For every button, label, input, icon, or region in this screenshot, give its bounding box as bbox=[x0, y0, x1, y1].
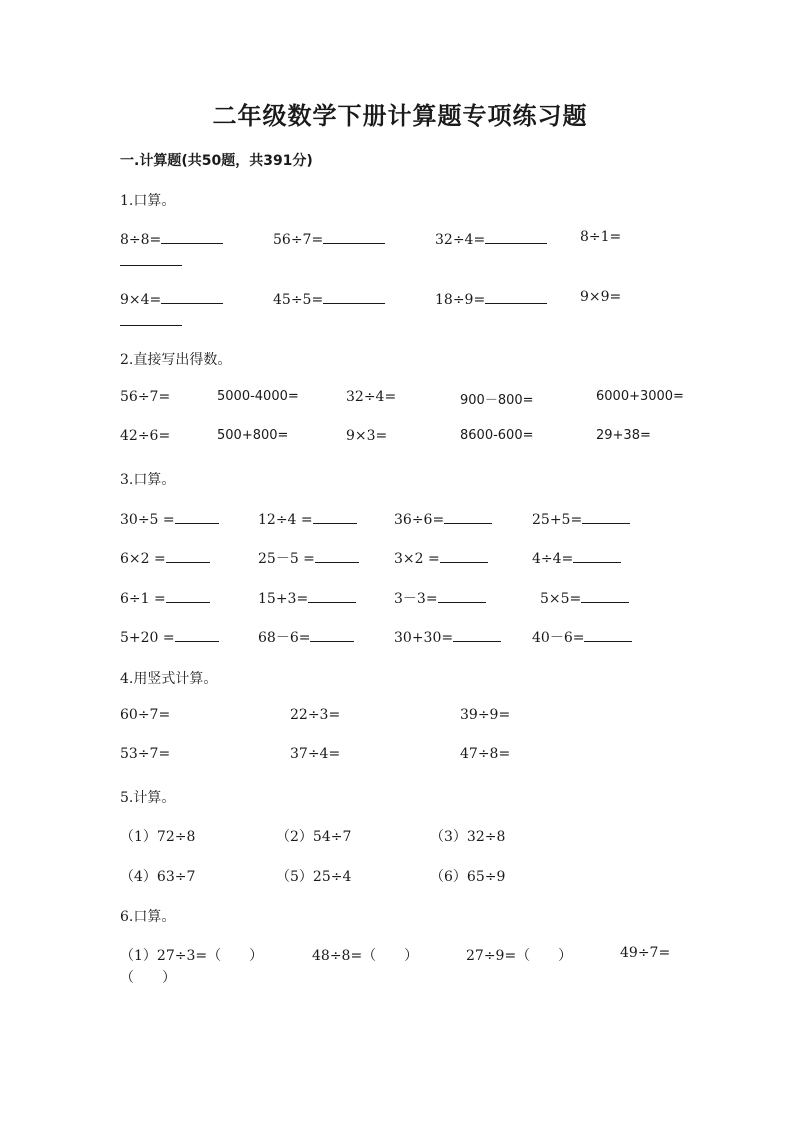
q5-item-4: （4）63÷7 bbox=[120, 869, 196, 885]
q6-item-4-answer: （ ） bbox=[120, 970, 176, 986]
answer-blank[interactable] bbox=[120, 311, 182, 326]
q3-row-1 bbox=[120, 509, 700, 531]
q3-item-11: 3－3= bbox=[394, 591, 438, 607]
answer-blank[interactable] bbox=[120, 251, 182, 266]
q2-item-2: 5000-4000= bbox=[217, 389, 299, 404]
q6-heading: 6.口算。 bbox=[120, 909, 176, 925]
answer-blank[interactable] bbox=[166, 588, 210, 603]
q6-item-1: （1）27÷3=（ ） bbox=[120, 948, 264, 964]
answer-blank[interactable] bbox=[453, 627, 501, 642]
q2-item-1: 56÷7= bbox=[120, 389, 171, 405]
q6-item-4: 49÷7= bbox=[620, 945, 671, 961]
q1-row-2 bbox=[120, 289, 700, 311]
q6-item-2: 48÷8=（ ） bbox=[312, 948, 419, 964]
q3-item-9: 6÷1 = bbox=[120, 591, 166, 607]
answer-blank[interactable] bbox=[161, 229, 223, 244]
q1-item-2: 56÷7= bbox=[273, 229, 385, 248]
answer-blank[interactable] bbox=[581, 588, 629, 603]
q1-row-1 bbox=[120, 229, 700, 251]
answer-blank[interactable] bbox=[175, 509, 219, 524]
q4-item-6: 47÷8= bbox=[460, 746, 511, 762]
answer-blank[interactable] bbox=[582, 509, 630, 524]
q3-item-16: 40－6= bbox=[532, 630, 585, 646]
q3-heading: 3.口算。 bbox=[120, 472, 176, 488]
q2-item-4: 900－800= bbox=[460, 393, 534, 408]
q2-heading: 2.直接写出得数。 bbox=[120, 352, 232, 368]
q1-row-2-wrap bbox=[120, 311, 700, 333]
q4-item-4: 53÷7= bbox=[120, 746, 171, 762]
q3-row-4 bbox=[120, 627, 700, 649]
q3-item-15: 30+30= bbox=[394, 630, 454, 646]
q5-row-1 bbox=[120, 826, 700, 848]
q4-item-3: 39÷9= bbox=[460, 707, 511, 723]
answer-blank[interactable] bbox=[485, 229, 547, 244]
answer-blank[interactable] bbox=[313, 509, 357, 524]
q5-heading: 5.计算。 bbox=[120, 790, 176, 806]
page-title: 二年级数学下册计算题专项练习题 bbox=[212, 101, 588, 130]
answer-blank[interactable] bbox=[440, 548, 488, 563]
answer-blank[interactable] bbox=[308, 588, 356, 603]
q3-item-2: 12÷4 = bbox=[258, 512, 313, 528]
q6-item-3: 27÷9=（ ） bbox=[466, 948, 573, 964]
q1-row-1-wrap bbox=[120, 251, 700, 273]
answer-blank[interactable] bbox=[573, 548, 621, 563]
q4-row-2 bbox=[120, 746, 700, 768]
q3-item-8: 4÷4= bbox=[532, 551, 574, 567]
q4-item-2: 22÷3= bbox=[290, 707, 341, 723]
q5-item-1: （1）72÷8 bbox=[120, 829, 196, 845]
q5-item-3: （3）32÷8 bbox=[430, 829, 506, 845]
answer-blank[interactable] bbox=[584, 627, 632, 642]
answer-blank[interactable] bbox=[444, 509, 492, 524]
answer-blank[interactable] bbox=[161, 289, 223, 304]
q3-item-7: 3×2 = bbox=[394, 551, 440, 567]
q3-row-3 bbox=[120, 588, 700, 610]
q5-item-2: （2）54÷7 bbox=[276, 829, 352, 845]
q5-row-2 bbox=[120, 866, 700, 888]
q3-item-5: 6×2 = bbox=[120, 551, 166, 567]
q4-item-1: 60÷7= bbox=[120, 707, 171, 723]
q2-item-10: 29+38= bbox=[596, 428, 651, 443]
q3-item-13: 5+20 = bbox=[120, 630, 175, 646]
answer-blank[interactable] bbox=[315, 548, 359, 563]
q2-item-7: 500+800= bbox=[217, 428, 289, 443]
q1-item-7: 18÷9= bbox=[435, 289, 547, 308]
q3-item-14: 68－6= bbox=[258, 630, 311, 646]
q3-item-10: 15+3= bbox=[258, 591, 309, 607]
q1-heading: 1.口算。 bbox=[120, 193, 176, 209]
q2-item-6: 42÷6= bbox=[120, 428, 171, 444]
q1-item-8: 9×9= bbox=[580, 289, 622, 305]
answer-blank[interactable] bbox=[310, 627, 354, 642]
q1-item-4: 8÷1= bbox=[580, 229, 622, 245]
q4-row-1 bbox=[120, 707, 700, 729]
q2-row-2 bbox=[120, 428, 700, 450]
q2-row-1 bbox=[120, 389, 700, 411]
q1-item-1: 8÷8= bbox=[120, 229, 223, 248]
q3-item-3: 36÷6= bbox=[394, 512, 445, 528]
q3-item-6: 25－5 = bbox=[258, 551, 315, 567]
q3-item-12: 5×5= bbox=[540, 591, 582, 607]
q4-item-5: 37÷4= bbox=[290, 746, 341, 762]
q5-item-5: （5）25÷4 bbox=[276, 869, 352, 885]
answer-blank[interactable] bbox=[175, 627, 219, 642]
answer-blank[interactable] bbox=[485, 289, 547, 304]
answer-blank[interactable] bbox=[323, 229, 385, 244]
answer-blank[interactable] bbox=[438, 588, 486, 603]
q2-item-5: 6000+3000= bbox=[596, 389, 684, 404]
section-heading: 一.计算题(共50题，共391分) bbox=[120, 153, 313, 169]
q3-item-4: 25+5= bbox=[532, 512, 583, 528]
q6-row-1 bbox=[120, 945, 700, 967]
q1-item-5: 9×4= bbox=[120, 289, 223, 308]
q2-item-9: 8600-600= bbox=[460, 428, 534, 443]
q5-item-6: （6）65÷9 bbox=[430, 869, 506, 885]
q1-item-6: 45÷5= bbox=[273, 289, 385, 308]
q2-item-3: 32÷4= bbox=[346, 389, 397, 405]
q3-item-1: 30÷5 = bbox=[120, 512, 175, 528]
q1-item-3: 32÷4= bbox=[435, 229, 547, 248]
answer-blank[interactable] bbox=[166, 548, 210, 563]
answer-blank[interactable] bbox=[323, 289, 385, 304]
q4-heading: 4.用竖式计算。 bbox=[120, 671, 218, 687]
q6-row-1-wrap bbox=[120, 967, 700, 989]
q2-item-8: 9×3= bbox=[346, 428, 388, 444]
q3-row-2 bbox=[120, 548, 700, 570]
